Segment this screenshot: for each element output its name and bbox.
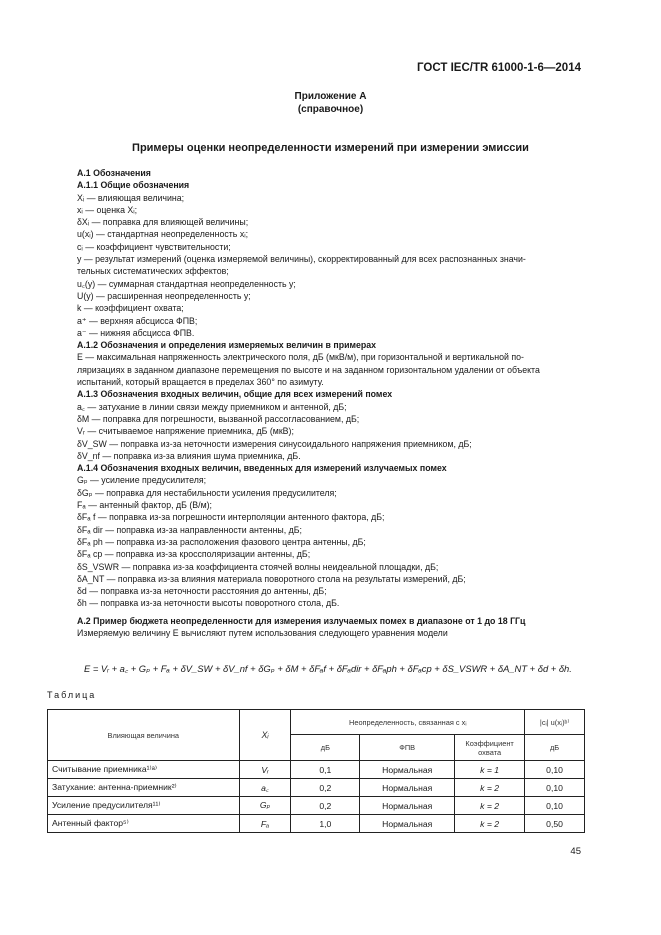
text-line: a⁻ — нижняя абсцисса ФПВ. [77,327,195,338]
model-equation: E = Vᵣ + a꜀ + Gₚ + Fₐ + δV_SW + δV_nf + δGₚ + δM + δFₐf + δFₐdir + δFₐph + δFₐcp + δS_VSWR + δA_NT + δd + δh. [84,663,572,674]
text-line: δFₐ ph — поправка из-за расположения фазового центра антенны, дБ; [77,536,366,547]
cell-influence: Считывание приемника¹⁾ᵃ⁾ [48,761,240,779]
appendix-title: Приложение А [294,91,367,102]
page-number: 45 [570,846,581,857]
cell-db: 0,2 [291,797,360,815]
section-heading: А.2 Пример бюджета неопределенности для измерения излучаемых помех в диапазоне от 1 до 18 ГГц [77,615,526,626]
text-line: Vᵣ — считываемое напряжение приемника, дБ (мкВ); [77,426,294,437]
cell-influence: Антенный фактор⁵⁾ [48,815,240,833]
text-line: δGₚ — поправка для нестабильности усиления предусилителя; [77,487,337,498]
cell-xi: Gₚ [239,797,291,815]
standard-header: ГОСТ IEC/TR 61000-1-6—2014 [417,62,581,74]
cell-coverage: k = 2 [455,779,525,797]
text-line: xᵢ — оценка Xᵢ; [77,204,138,215]
section-heading: А.1.1 Общие обозначения [77,180,190,191]
uncertainty-budget-table [47,709,585,833]
text-line: a꜀ — затухание в линии связи между приемником и антенной, дБ; [77,401,347,412]
section-heading: А.1.2 Обозначения и определения измеряемых величин в примерах [77,340,377,351]
section-heading: А.1.3 Обозначения входных величин, общие для всех измерений помех [77,389,393,400]
text-line: u꜀(y) — суммарная стандартная неопределенность y; [77,278,296,289]
section-heading: А.1.4 Обозначения входных величин, введенных для измерений излучаемых помех [77,463,447,474]
text-line: δh — поправка из-за неточности высоты поворотного стола, дБ. [77,598,340,609]
text-line: u(xᵢ) — стандартная неопределенность xᵢ; [77,229,249,240]
table-row [48,779,585,797]
cell-influence: Затухание: антенна-приемник²⁾ [48,779,240,797]
cell-coverage: k = 2 [455,797,525,815]
cell-ciu: 0,50 [525,815,585,833]
text-line: δFₐ dir — поправка из-за направленности антенны, дБ; [77,524,302,535]
cell-pdf: Нормальная [360,779,455,797]
cell-influence: Усиление предусилителя¹¹⁾ [48,797,240,815]
text-line: δFₐ f — поправка из-за погрешности интерполяции антенного фактора, дБ; [77,512,385,523]
text-line: Измеряемую величину E вычисляют путем использования следующего уравнения модели [77,627,448,638]
cell-db: 0,1 [291,761,360,779]
table-row [48,797,585,815]
text-line: δV_SW — поправка из-за неточности измерения синусоидального напряжения приемником, дБ; [77,438,472,449]
main-title: Примеры оценки неопределенности измерений при измерении эмиссии [132,142,529,154]
text-line: ляризациях в заданном диапазоне перемещения по высоте и на заданном горизонтальном удалении от объекта [77,364,540,375]
text-line: y — результат измерений (оценка измеряемой величины), скорректированный для всех распознанных значи- [77,254,526,265]
header-pdf: ФПВ [360,735,455,761]
cell-pdf: Нормальная [360,797,455,815]
header-ciu: |cᵢ| u(xᵢ)ᵇ⁾ [525,710,585,735]
cell-xi: Fₐ [239,815,291,833]
text-line: Fₐ — антенный фактор, дБ (В/м); [77,500,212,511]
cell-xi: Vᵣ [239,761,291,779]
cell-db: 1,0 [291,815,360,833]
cell-ciu: 0,10 [525,797,585,815]
header-influence: Влияющая величина [48,710,240,761]
cell-ciu: 0,10 [525,779,585,797]
text-line: Xᵢ — влияющая величина; [77,192,185,203]
cell-coverage: k = 2 [455,815,525,833]
header-db2: дБ [525,735,585,761]
text-line: a⁺ — верхняя абсцисса ФПВ; [77,315,198,326]
header-uncertainty: Неопределенность, связанная с xᵢ [291,710,525,735]
text-line: δXᵢ — поправка для влияющей величины; [77,217,249,228]
text-line: cᵢ — коэффициент чувствительности; [77,241,231,252]
cell-xi: a꜀ [239,779,291,797]
text-line: k — коэффициент охвата; [77,303,184,314]
table-row [48,815,585,833]
text-line: δFₐ cp — поправка из-за кроссполяризации антенны, дБ; [77,549,311,560]
cell-pdf: Нормальная [360,815,455,833]
header-db: дБ [291,735,360,761]
table-row [48,761,585,779]
table-label: Таблица [47,690,97,700]
section-heading: А.1 Обозначения [77,168,151,178]
document-body [77,167,585,639]
text-line: испытаний, который вращается в пределах 360° по азимуту. [77,377,324,388]
text-line: δS_VSWR — поправка из-за коэффициента стоячей волны неидеальной площадки, дБ; [77,561,439,572]
cell-pdf: Нормальная [360,761,455,779]
cell-coverage: k = 1 [455,761,525,779]
appendix-subtitle: (справочное) [297,104,364,115]
text-line: Gₚ — усиление предусилителя; [77,475,207,486]
header-coverage: Коэффициент охвата [455,735,525,761]
text-line: δM — поправка для погрешности, вызванной рассогласованием, дБ; [77,413,360,424]
text-line: тельных систематических эффектов; [77,266,229,277]
header-xi: Xᵢ [239,710,291,761]
text-line: U(y) — расширенная неопределенность y; [77,290,251,301]
text-line: δA_NT — поправка из-за влияния материала поворотного стола на результаты измерений, дБ; [77,573,466,584]
cell-db: 0,2 [291,779,360,797]
cell-ciu: 0,10 [525,761,585,779]
text-line: δV_nf — поправка из-за влияния шума приемника, дБ. [77,450,301,461]
text-line: E — максимальная напряженность электрического поля, дБ (мкВ/м), при горизонтальной и вертикальной по- [77,352,524,363]
text-line: δd — поправка из-за неточности расстояния до антенны, дБ; [77,586,327,597]
